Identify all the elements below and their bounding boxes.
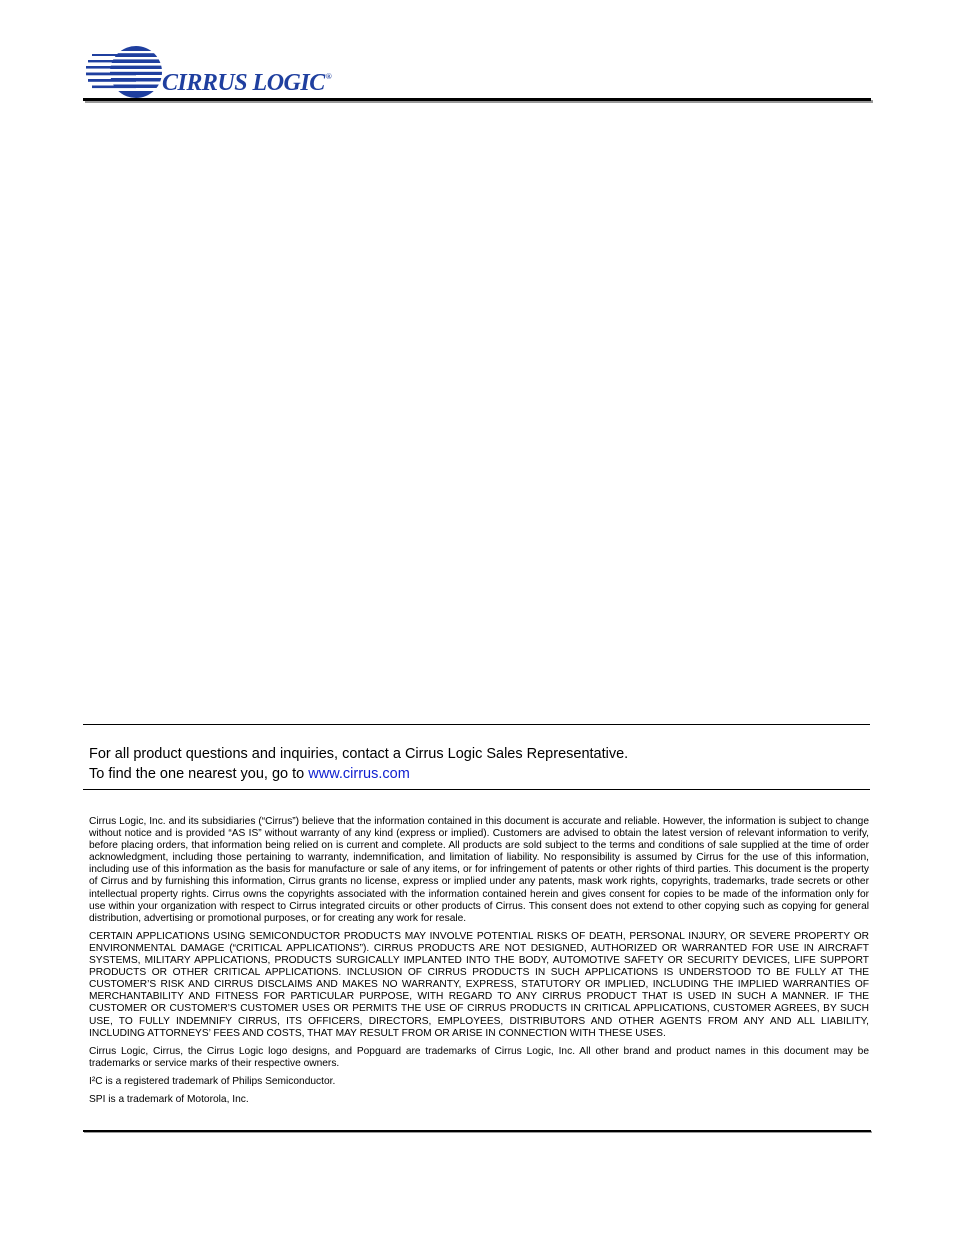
trademark-paragraph: Cirrus Logic, Cirrus, the Cirrus Logic logo designs, and Popguard are trademarks of Cirrus Logic, Inc. All other brand and product names in this document may be trademarks or service marks of their respective owners. [89,1045,869,1069]
contact-line-1: For all product questions and inquiries, contact a Cirrus Logic Sales Representative. [89,746,629,762]
critical-applications-paragraph: CERTAIN APPLICATIONS USING SEMICONDUCTOR PRODUCTS MAY INVOLVE POTENTIAL RISKS OF DEATH, PERSONAL INJURY, OR SEVERE PROPERTY OR ENVIRONMENTAL DAMAGE (“CRITICAL APPLICATIONS”). CIRRUS PRODUCTS ARE NOT DESIGNED, AUTHORIZED OR WARRANTED FOR USE IN AIRCRAFT SYSTEMS, MILITARY APPLICATIONS, PRODUCTS SURGICALLY IMPLANTED INTO THE BODY, AUTOMOTIVE SAFETY OR SECURITY DEVICES, LIFE SUPPORT PRODUCTS OR OTHER CRITICAL APPLICATIONS. INCLUSION OF CIRRUS PRODUCTS IN SUCH APPLICATIONS IS UNDERSTOOD TO BE FULLY AT THE CUSTOMER’S RISK AND CIRRUS DISCLAIMS AND MAKES NO WARRANTY, EXPRESS, STATUTORY OR IMPLIED, INCLUDING THE IMPLIED WARRANTIES OF MERCHANTABILITY AND FITNESS FOR PARTICULAR PURPOSE, WITH REGARD TO ANY CIRRUS PRODUCT THAT IS USED IN SUCH A MANNER. IF THE CUSTOMER OR CUSTOMER’S CUSTOMER USES OR PERMITS THE USE OF CIRRUS PRODUCTS IN CRITICAL APPLICATIONS, CUSTOMER AGREES, BY SUCH USE, TO FULLY INDEMNIFY CIRRUS, ITS OFFICERS, DIRECTORS, EMPLOYEES, DISTRIBUTORS AND OTHER AGENTS FROM ANY AND ALL LIABILITY, INCLUDING ATTORNEYS’ FEES AND COSTS, THAT MAY RESULT FROM OR ARISE IN CONNECTION WITH THESE USES. [89,930,869,1039]
contact-bottom-rule [83,789,870,790]
logo-name: CIRRUS LOGIC [162,70,325,96]
legal-disclaimer-paragraph: Cirrus Logic, Inc. and its subsidiaries (“Cirrus”) believe that the information contained in this document is accurate and reliable. However, the information is subject to change without notice and is provided “AS IS” without warranty of any kind (express or implied). Customers are advised to obtain the latest version of relevant information to verify, before placing orders, that information being relied on is current and complete. All products are sold subject to the terms and conditions of sale supplied at the time of order acknowledgment, including those pertaining to warranty, indemnification, and limitation of liability. No responsibility is assumed by Cirrus for the use of this information, including use of this information as the basis for manufacture or sale of any items, or for infringement of patents or other rights of third parties. This document is the property of Cirrus and by furnishing this information, Cirrus grants no license, express or implied under any patents, mask work rights, copyrights, trademarks, trade secrets or other intellectual property rights. Cirrus owns the copyrights associated with the information contained herein and gives consent for copies to be made of the information only for use within your organization with respect to Cirrus integrated circuits or other products of Cirrus. This consent does not extend to other copying such as copying for general distribution, advertising or promotional purposes, or for creating any work for resale. [89,816,869,924]
contact-line-2 [89,765,628,785]
contact-top-rule [83,724,870,725]
registered-mark: ® [325,72,332,81]
header-rule [83,98,871,101]
cirrus-website-link[interactable]: www.cirrus.com [308,765,410,782]
logo-wordmark [162,70,331,97]
contact-block [89,745,628,784]
legal-notice [89,816,869,1112]
i2c-trademark-note: I²C is a registered trademark of Philips Semiconductor. [89,1075,336,1087]
footer-rule [83,1130,871,1132]
spi-trademark-note: SPI is a trademark of Motorola, Inc. [89,1093,249,1105]
contact-line-2-text: To find the one nearest you, go to [89,765,309,782]
